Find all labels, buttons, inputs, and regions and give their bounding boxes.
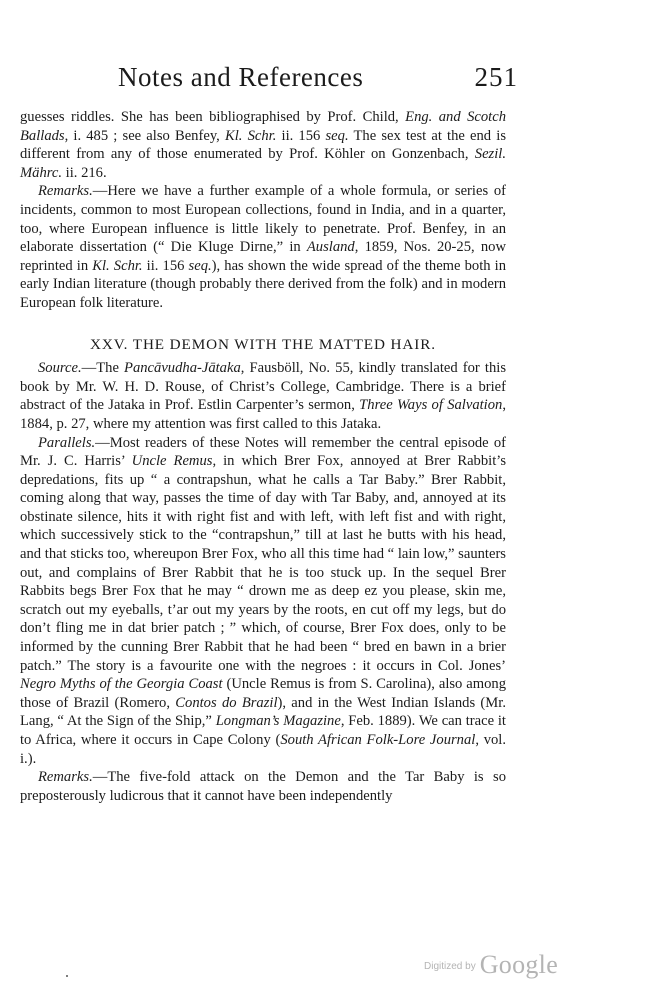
paragraph-parallels: Parallels.—Most readers of these Notes will remember the central episode of Mr. J. C. Harris’ Uncle Remus, in which Brer Fox, annoyed at Brer Rabbit’s depredations, fits up “ a contrapshun, what he calls a Tar Baby.” Brer Rabbit, coming along that way, passes the time of day with Tar Baby, and, annoyed at its obstinate silence, hits it with right fist and with left, with left fist and with right, which successively stick to the “contrapshun,” till at last he butts with his head, and that sticks too, whereupon Brer Fox, who all this time had “ lain low,” saunters out, and complains of Brer Rabbit that he is too stuck up. In the sequel Brer Rabbits begs Brer Fox that he may “ drown me as deep ez you please, skin me, scratch out my eyeballs, t’ar out my years by the roots, en cut off my legs, but do don’t fling me in dat brier patch ; ” which, of course, Brer Fox does, only to be informed by the cunning Brer Rabbit that he had been “ bred en bawn in a brier patch.” The story is a favourite one with the negroes : it occurs in Col. Jones’ Negro Myths of the Georgia Coast (Uncle Remus is from S. Carolina), also among those of Brazil (Romero, Contos do Brazil), and in the West Indian Islands (Mr. Lang, “ At the Sign of the Ship,” Longman’s Magazine, Feb. 1889). We can trace it to Africa, where it occurs in Cape Colony (South African Folk-Lore Journal, vol. i.).	[20, 434, 507, 767]
body-text	[20, 108, 506, 805]
paragraph-riddles-continuation: guesses riddles. She has been bibliographised by Prof. Child, Eng. and Scotch Ballads, i. 485 ; see also Benfey, Kl. Schr. ii. 156 seq. The sex test at the end is different from any of those enumerated by Prof. Köhler on Gonzenbach, Sezil. Mährc. ii. 216.	[20, 109, 507, 181]
stray-ink-dot	[66, 975, 68, 977]
paragraph-remarks-five-fold: Remarks.—The five-fold attack on the Demon and the Tar Baby is so preposterously ludicrous that it cannot have been independently	[20, 769, 506, 804]
section-heading: XXV. THE DEMON WITH THE MATTED HAIR.	[90, 335, 436, 353]
watermark-prefix: Digitized by	[424, 961, 476, 972]
watermark-brand: Google	[479, 950, 559, 979]
paragraph-remarks-kluge-dirne: Remarks.—Here we have a further example of a whole formula, or series of incidents, common to most European collections, found in India, and in a quarter, too, where European influence is little likely to penetrate. Prof. Benfey, in an elaborate dissertation (“ Die Kluge Dirne,” in Ausland, 1859, Nos. 20-25, now reprinted in Kl. Schr. ii. 156 seq.), has shown the wide spread of the theme both in early Indian literature (though probably there derived from the folk) and in modern European folk literature.	[20, 183, 507, 311]
running-head	[118, 62, 518, 102]
paragraph-source: Source.—The Pancāvudha-Jātaka, Fausböll, No. 55, kindly translated for this book by Mr. W. H. D. Rouse, of Christ’s College, Cambridge. There is a brief abstract of the Jataka in Prof. Estlin Carpenter’s sermon, Three Ways of Salvation, 1884, p. 27, where my attention was first called to this Jataka.	[20, 360, 506, 432]
page-number: 251	[474, 62, 518, 92]
digitized-by-google-watermark	[424, 950, 614, 990]
running-title: Notes and References	[118, 62, 364, 92]
